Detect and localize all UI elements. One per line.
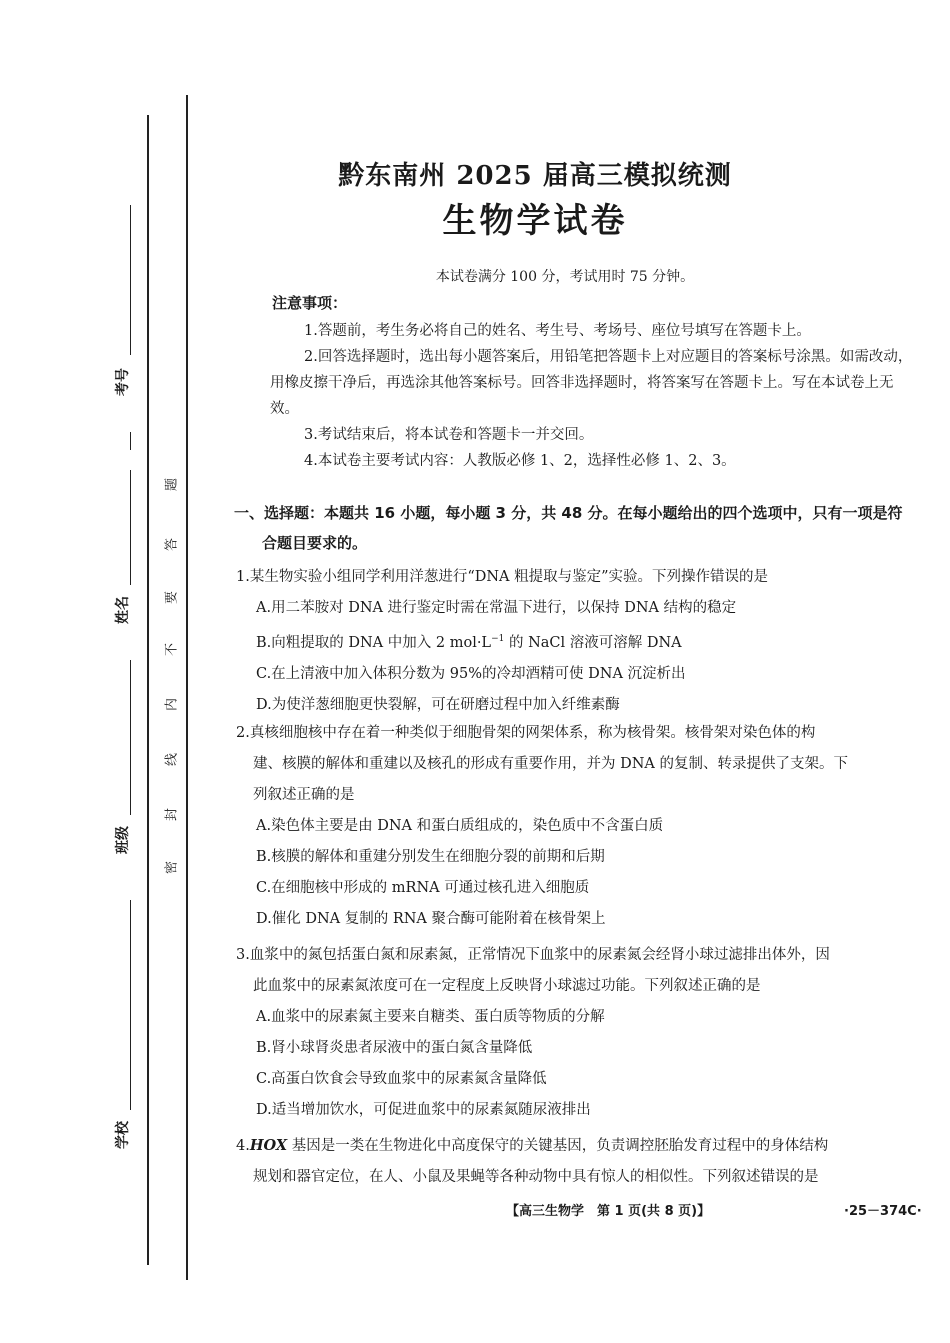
seal-char-7: 封 <box>164 808 180 822</box>
seal-char-2: 答 <box>164 538 180 552</box>
section-line: 一、选择题：本题共 16 小题，每小题 3 分，共 48 分。在每小题给出的四个选项中，只有一项是符 <box>234 504 903 522</box>
seal-char-1: 题 <box>164 478 180 492</box>
question-1 <box>236 562 942 721</box>
notice-item: 1.答题前，考生务必将自己的姓名、考生号、考场号、座位号填写在答题卡上。 <box>304 323 811 339</box>
question-stem: 规划和器官定位，在人、小鼠及果蝇等各种动物中具有惊人的相似性。下列叙述错误的是 <box>253 1169 819 1185</box>
stem-prefix: 4. <box>236 1138 250 1154</box>
question-stem: 2.真核细胞核中存在着一种类似于细胞骨架的网架体系，称为核骨架。核骨架对染色体的构 <box>236 725 816 741</box>
option-b <box>236 624 942 659</box>
option-b-text: B.向粗提取的 DNA 中加入 2 mol·L <box>256 634 492 651</box>
option-a: A.用二苯胺对 DNA 进行鉴定时需在常温下进行，以保持 DNA 结构的稳定 <box>256 600 737 616</box>
option-b: B.肾小球肾炎患者尿液中的蛋白氮含量降低 <box>256 1040 533 1056</box>
notice-item: 4.本试卷主要考试内容：人教版必修 1、2，选择性必修 1、2、3。 <box>304 453 736 469</box>
divider-short <box>130 432 131 450</box>
notice-title: 注意事项： <box>272 294 348 312</box>
question-stem: 此血浆中的尿素氮浓度可在一定程度上反映肾小球滤过功能。下列叙述正确的是 <box>253 978 761 994</box>
school-underline <box>130 900 131 1110</box>
seal-char-8: 密 <box>164 861 180 875</box>
notice-list <box>270 318 920 474</box>
page-footer: 【高三生物学 第 1 页(共 8 页)】 <box>506 1204 711 1219</box>
option-d: D.为使洋葱细胞更快裂解，可在研磨过程中加入纤维素酶 <box>256 696 620 713</box>
seal-char-4: 不 <box>164 643 180 657</box>
question-3 <box>236 940 942 1126</box>
question-stem: 3.血浆中的氮包括蛋白氮和尿素氮，正常情况下血浆中的尿素氮会经肾小球过滤排出体外，因 <box>236 947 830 963</box>
question-stem <box>236 1130 942 1162</box>
option-b: B.核膜的解体和重建分别发生在细胞分裂的前期和后期 <box>256 849 605 865</box>
paper-code: ·25－374C· <box>844 1204 922 1219</box>
notice-item: 3.考试结束后，将本试卷和答题卡一并交回。 <box>304 427 594 443</box>
binding-line-outer <box>147 115 149 1265</box>
question-stem: 列叙述正确的是 <box>253 787 355 803</box>
class-underline <box>130 660 131 815</box>
seal-char-5: 内 <box>164 698 180 712</box>
notice-item: 2.回答选择题时，选出每小题答案后，用铅笔把答题卡上对应题目的答案标号涂黑。如需改动，用橡皮擦干净后，再选涂其他答案标号。回答非选择题时，将答案写在答题卡上。写在本试卷上无效。 <box>270 349 913 417</box>
question-stem: 1.某生物实验小组同学利用洋葱进行“DNA 粗提取与鉴定”实验。下列操作错误的是 <box>236 569 769 585</box>
option-c: C.高蛋白饮食会导致血浆中的尿素氮含量降低 <box>256 1071 547 1087</box>
section-line: 合题目要求的。 <box>262 534 368 552</box>
option-d: D.适当增加饮水，可促进血浆中的尿素氮随尿液排出 <box>256 1102 591 1118</box>
gene-name: HOX <box>249 1137 288 1154</box>
option-d: D.催化 DNA 复制的 RNA 聚合酶可能附着在核骨架上 <box>256 911 606 927</box>
seal-char-3: 要 <box>164 591 180 605</box>
section-heading <box>234 498 940 558</box>
option-c: C.在细胞核中形成的 mRNA 可通过核孔进入细胞质 <box>256 880 590 896</box>
name-label: 姓名 <box>115 596 131 624</box>
option-a: A.血浆中的尿素氮主要来自糖类、蛋白质等物质的分解 <box>256 1009 605 1025</box>
option-a: A.染色体主要是由 DNA 和蛋白质组成的，染色质中不含蛋白质 <box>256 818 664 834</box>
seal-char-6: 线 <box>164 753 180 767</box>
class-label: 班级 <box>115 826 131 854</box>
option-b-tail: 的 NaCl 溶液可溶解 DNA <box>504 634 682 651</box>
exam-meta: 本试卷满分 100 分，考试用时 75 分钟。 <box>435 269 695 285</box>
exam-title: 黔东南州 2025 届高三模拟统测 <box>338 161 732 191</box>
question-stem: 建、核膜的解体和重建以及核孔的形成有重要作用，并为 DNA 的复制、转录提供了支架。下 <box>253 756 848 772</box>
question-2 <box>236 718 942 935</box>
option-c: C.在上清液中加入体积分数为 95%的冷却酒精可使 DNA 沉淀析出 <box>256 665 686 682</box>
school-label: 学校 <box>115 1121 131 1149</box>
stem-rest: 基因是一类在生物进化中高度保守的关键基因，负责调控胚胎发育过程中的身体结构 <box>287 1138 829 1154</box>
exam-no-label: 考号 <box>115 368 131 396</box>
name-underline <box>130 470 131 585</box>
subject-title: 生物学试卷 <box>442 201 628 241</box>
option-b-sup: −1 <box>491 634 505 644</box>
question-4 <box>236 1130 942 1193</box>
